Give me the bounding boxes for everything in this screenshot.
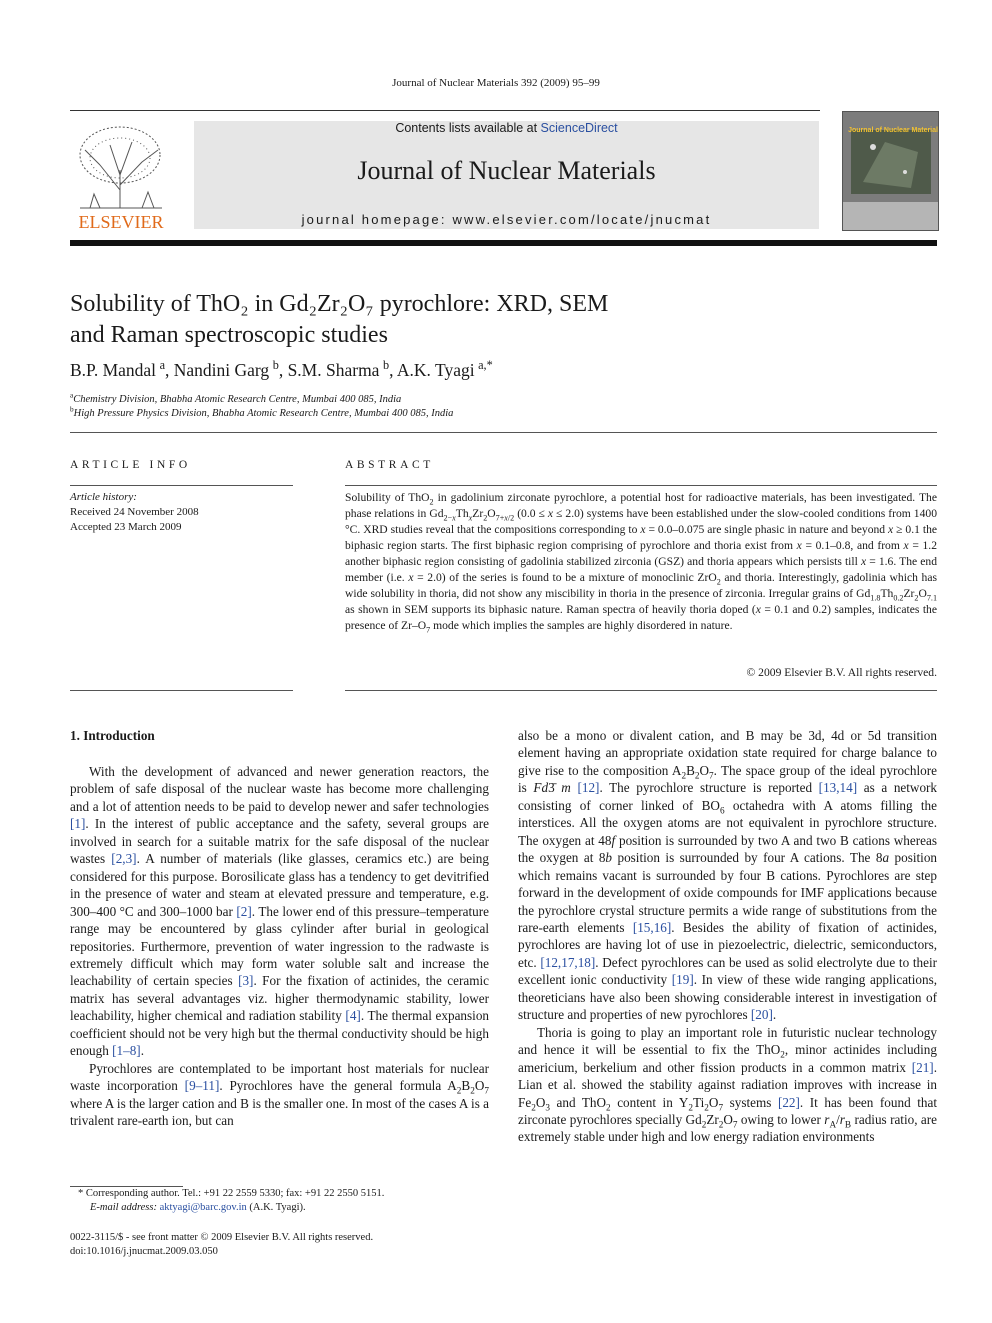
article-history: [70, 490, 293, 535]
email-link[interactable]: aktyagi@barc.gov.in: [159, 1202, 247, 1213]
article-title-line-2: and Raman spectroscopic studies: [70, 322, 388, 348]
elsevier-tree-icon: [70, 120, 172, 232]
citation-link[interactable]: [2]: [236, 903, 252, 919]
affiliation-text: High Pressure Physics Division, Bhabha Atomic Research Centre, Mumbai 400 085, India: [73, 408, 454, 419]
author-affiliation-mark: b: [382, 358, 390, 373]
article-info-heading: ARTICLE INFO: [70, 459, 191, 471]
citation-link[interactable]: [12]: [577, 780, 600, 796]
article-info-rule-top: [70, 485, 293, 486]
affiliation-mark: b: [70, 404, 74, 414]
affiliation-b: [70, 404, 770, 419]
citation-link[interactable]: [13,14]: [818, 780, 858, 796]
citation-link[interactable]: [3]: [238, 973, 254, 989]
citation-link[interactable]: [1–8]: [112, 1043, 141, 1059]
elsevier-logo[interactable]: [70, 120, 172, 232]
journal-title: Journal of Nuclear Materials: [357, 156, 656, 185]
email-label: E-mail address:: [90, 1202, 157, 1213]
homepage-label: journal homepage:: [301, 212, 453, 227]
journal-cover-thumbnail[interactable]: [842, 111, 939, 231]
citation-link[interactable]: [12,17,18]: [540, 954, 596, 970]
received-date: Received 24 November 2008: [70, 506, 199, 518]
citation-link[interactable]: [19]: [671, 972, 694, 988]
homepage-url-link[interactable]: www.elsevier.com/locate/jnucmat: [452, 212, 712, 227]
journal-reference: Journal of Nuclear Materials 392 (2009) 95–99: [392, 77, 600, 89]
citation-link[interactable]: [2,3]: [111, 851, 137, 867]
contents-line: [194, 121, 819, 135]
author-name[interactable]: B.P. Mandal: [70, 360, 157, 380]
abstract-rule-bottom: [345, 690, 937, 691]
doi-line[interactable]: doi:10.1016/j.jnucmat.2009.03.050: [70, 1246, 218, 1257]
article-title-line-1: Solubility of ThO₂ in Gd₂Zr₂O₇ pyrochlore: XRD, SEM: [70, 291, 609, 317]
author-name[interactable]: S.M. Sharma: [287, 360, 380, 380]
citation-link[interactable]: [15,16]: [632, 919, 672, 935]
corresponding-author-footnote: * Corresponding author. Tel.: +91 22 2559 5330; fax: +91 22 2550 5151. E-mail address: aktyagi@barc.gov.in (A.K. Tyagi).: [78, 1188, 385, 1213]
sciencedirect-link[interactable]: ScienceDirect: [540, 121, 618, 135]
abstract-body: Solubility of ThO$_2$ in gadolinium zirconate pyrochlore, a potential host for radioactive materials, has been investigated. The phase relations in $Gd_{2-x}Th_xZr_2O_{7+x/2}$ (0.0 ≤ x ≤ 2.0) systems have been established under the slow-cooled conditions from 1400 °C. XRD studies reveal that the compositions corresponding to x = 0.0–0.075 are single phasic in nature and beyond x ≥ 0.1 the biphasic region starts. The first biphasic region comprising of pyrochlore and thoria exist from x = 0.1–0.8, and from x = 1.2 another biphasic region consisting of gadolinia stabilized zirconia (GSZ) and thoria appears which persists till x = 1.6. The end member (i.e. x = 2.0) of the series is found to be a mixture of monoclinic ZrO$_2$ and thoria. Interestingly, gadolinia which has wide solubility in thoria, did not show any miscibility in thoria in the presence of zirconia. Irregular grains of $Gd_{1.8}Th_{0.2}Zr_2O_{7.1}$ as shown in SEM supports its biphasic nature. Raman spectra of heavily thoria doped (x = 0.1 and 0.2) samples, indicates the presence of $Zr-O_7$ mode which implies the samples are highly disordered in nature.: [345, 491, 938, 635]
citation-link[interactable]: [21]: [911, 1059, 934, 1075]
section-heading-introduction: 1. Introduction: [70, 728, 155, 743]
citation-link[interactable]: [1]: [70, 816, 86, 832]
cover-title: Journal of Nuclear Materials: [848, 127, 938, 134]
corresponding-author-text: Corresponding author. Tel.: +91 22 2559 5330; fax: +91 22 2550 5151.: [85, 1188, 385, 1199]
citation-link[interactable]: [4]: [345, 1008, 361, 1024]
body-column-right: [518, 727, 937, 1146]
author-name[interactable]: Nandini Garg: [173, 360, 270, 380]
abstract-rule-top: [345, 485, 937, 486]
paragraph: also be a mono or divalent cation, and B may be 3d, 4d or 5d transition element having an appropriate oxidation state required for charge balance to give rise to the composition $A_2B_2O_7$. The space group of the ideal pyrochlore is Fd3̄ m [12]. The pyrochlore structure is reported [13,14] as a network consisting of corner linked of $BO_6$ octahedra with A atoms filling the interstices. All the oxygen atoms are not equivalent in pyrochlore structure. The oxygen at 48f position is surrounded by two A and two B cations whereas the oxygen at 8b position is surrounded by four A cations. The 8a position which remains vacant is surrounded by four B cations. Pyrochlores are step forward in the development of oxide compounds for IMF applications because the pyrochlore crystal structure permits a wide range of substitutions from the rare-earth elements [15,16]. Besides the ability of fixation of actinides, pyrochlores are having lot of use in piezoelectric, dielectric, semiconductors, etc. [12,17,18]. Defect pyrochlores can be used as solid electrolyte due to their excellent ionic conductivity [19]. In view of these wide ranging applications, theoreticians have also been showing considerable interest in investigation of structure and properties of new pyrochlores [20].: [518, 728, 938, 1023]
cover-image-icon: [843, 112, 938, 230]
affiliation-text: Chemistry Division, Bhabha Atomic Research Centre, Mumbai 400 085, India: [73, 394, 402, 405]
issn-block: [70, 1231, 490, 1259]
author-affiliation-mark: a,*: [478, 358, 493, 373]
elsevier-wordmark: ELSEVIER: [78, 212, 164, 232]
paragraph: Pyrochlores are contemplated to be important host materials for nuclear waste incorporation [9–11]. Pyrochlores have the general formula $A_2B_2O_7$ where A is the larger cation and B is the smaller one. In most of the cases A is a trivalent rare-earth ion, but can: [70, 1060, 489, 1129]
citation-link[interactable]: [9–11]: [184, 1078, 220, 1094]
author-affiliation-mark: b: [272, 358, 279, 373]
abstract-heading: ABSTRACT: [345, 459, 434, 471]
article-title: [70, 289, 770, 351]
body-column-left: [70, 763, 489, 1130]
author-name[interactable]: A.K. Tyagi: [396, 360, 475, 380]
journal-homepage: [194, 212, 819, 227]
citation-link[interactable]: [22]: [777, 1094, 800, 1110]
history-label: Article history:: [70, 491, 137, 503]
affiliation-a: [70, 390, 770, 405]
citation-link[interactable]: [20]: [750, 1007, 773, 1023]
title-block-rule: [70, 432, 937, 433]
email-owner: (A.K. Tyagi).: [249, 1202, 306, 1213]
paragraph: Thoria is going to play an important role in futuristic nuclear technology and hence it will be essential to fix the ThO$_2$, minor actinides including americium, berkelium and other fission products in a common matrix [21]. Lian et al. showed the stability against radiation improves with increase in $Fe_2O_3$ and ThO$_2$ content in $Y_2Ti_2O_7$ systems [22]. It has been found that zirconate pyrochlores specially $Gd_2Zr_2O_7$ owing to lower $r_A/r_B$ radius ratio, are extremely stable under high and low energy radiation environments: [518, 1024, 938, 1145]
issn-line: 0022-3115/$ - see front matter © 2009 Elsevier B.V. All rights reserved.: [70, 1232, 374, 1243]
article-info-rule-bottom: [70, 690, 293, 691]
affiliation-mark: a: [70, 390, 74, 400]
contents-prefix: Contents lists available at: [395, 121, 541, 135]
author-list: B.P. Mandal $^a$, Nandini Garg $^b$, S.M. Sharma $^b$, A.K. Tyagi $^{a,*}$: [70, 358, 493, 380]
author-affiliation-mark: a: [159, 358, 166, 373]
abstract-copyright: © 2009 Elsevier B.V. All rights reserved.: [746, 666, 937, 679]
masthead-thick-rule: [70, 240, 937, 246]
paragraph: With the development of advanced and newer generation reactors, the problem of safe disposal of the nuclear waste has become more challenging and a lot of attention needs to be paid to develop newer and safer technologies [1]. In the interest of public acceptance and the safety, several groups are involved in search for a suitable matrix for the safe disposal of the nuclear wastes [2,3]. A number of materials (like glasses, ceramics etc.) are being considered for this purpose. Borosilicate glass has a tendency to get devitrified in the presence of water and steam at elevated pressure and temperature, e.g. 300–400 °C and 300–1000 bar [2]. The lower end of this pressure–temperature range may be encountered by glass cylinder after burial in geological repositories. Furthermore, prevention of water ingression to the radwaste is extremely difficult which may form water soluble salt and increase the leachability of certain species [3]. For the fixation of actinides, the ceramic matrix has several advantages viz. higher thermodynamic stability, lower leachability, higher chemical and radiation stability [4]. The thermal expansion coefficient should not be very high but the thermal conductivity should be high enough [1–8].: [70, 764, 490, 1059]
accepted-date: Accepted 23 March 2009: [70, 521, 182, 533]
header-rule: [70, 110, 820, 111]
